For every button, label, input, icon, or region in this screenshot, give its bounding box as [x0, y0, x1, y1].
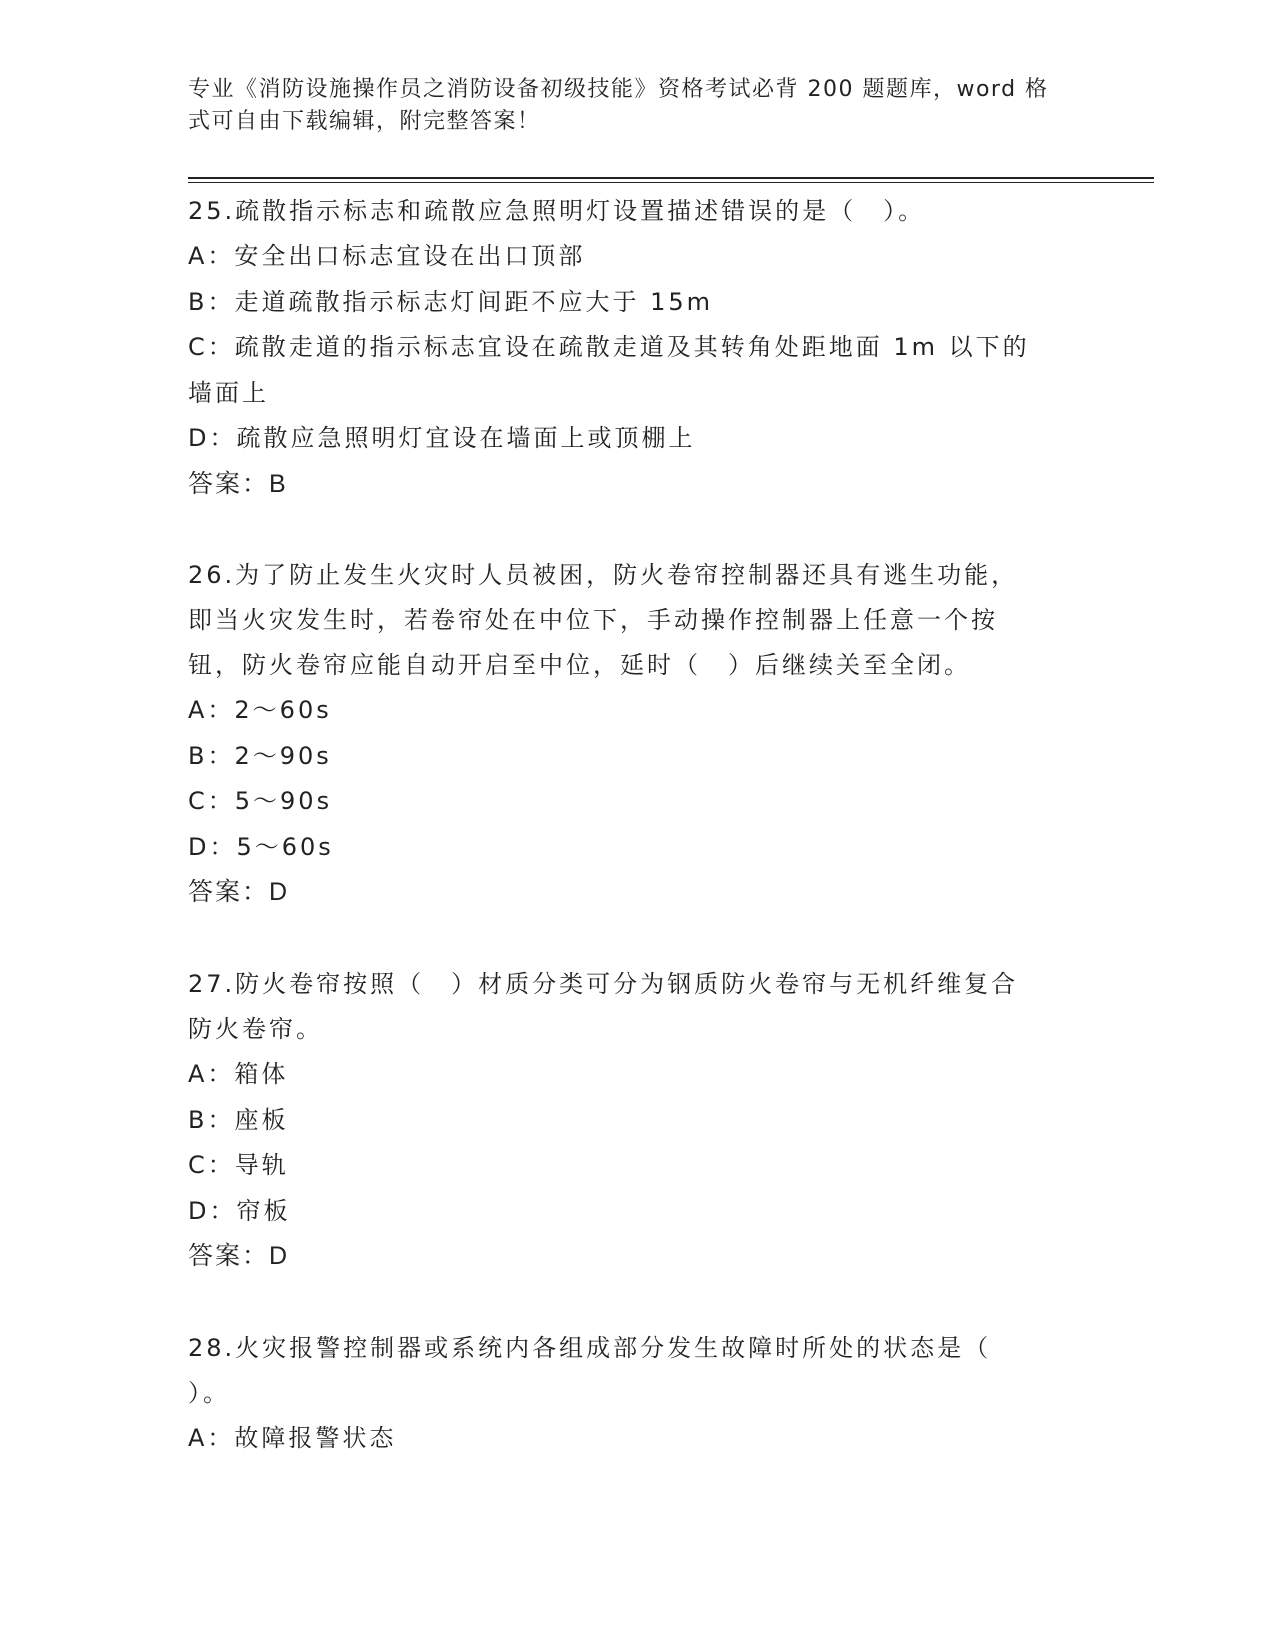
question-25 [188, 189, 1088, 507]
header-divider [188, 177, 1154, 179]
option-a: A：箱体 [188, 1060, 289, 1088]
option-a: A：故障报警状态 [188, 1424, 397, 1452]
question-27 [188, 962, 1088, 1279]
question-stem: 钮，防火卷帘应能自动开启至中位，延时（ ）后继续关至全闭。 [188, 651, 971, 679]
question-stem: 25.疏散指示标志和疏散应急照明灯设置描述错误的是（ ）。 [188, 197, 926, 225]
option-b: B：走道疏散指示标志灯间距不应大于 15m [188, 287, 714, 316]
option-c-continued: 墙面上 [188, 378, 269, 407]
option-c: C：导轨 [188, 1151, 289, 1179]
option-b: B：2～90s [188, 741, 332, 770]
header-line: 式可自由下载编辑，附完整答案！ [188, 109, 541, 134]
question-stem: 27.防火卷帘按照（ ）材质分类可分为钢质防火卷帘与无机纤维复合 [188, 970, 1019, 998]
option-a: A：2～60s [188, 696, 332, 724]
question-stem: 26.为了防止发生火灾时人员被困，防火卷帘控制器还具有逃生功能， [188, 561, 1019, 589]
option-d: D：疏散应急照明灯宜设在墙面上或顶棚上 [188, 424, 696, 452]
option-a: A：安全出口标志宜设在出口顶部 [188, 242, 586, 270]
question-28 [188, 1326, 1088, 1462]
option-d: D：帘板 [188, 1196, 291, 1225]
answer-line: 答案：D [188, 1242, 290, 1270]
document-header [188, 74, 1088, 138]
question-stem: ）。 [188, 1379, 230, 1407]
option-c: C：5～90s [188, 787, 333, 815]
header-line: 专业《消防设施操作员之消防设备初级技能》资格考试必背 200 题题库，word 格 [188, 77, 1049, 102]
option-d: D：5～60s [188, 832, 334, 861]
option-c: C：疏散走道的指示标志宜设在疏散走道及其转角处距地面 1m 以下的 [188, 333, 1030, 361]
answer-line: 答案：B [188, 469, 288, 498]
header-divider-thin [188, 182, 1154, 183]
answer-line: 答案：D [188, 878, 290, 906]
question-stem: 即当火灾发生时，若卷帘处在中位下，手动操作控制器上任意一个按 [188, 606, 998, 634]
question-stem: 28.火灾报警控制器或系统内各组成部分发生故障时所处的状态是（ [188, 1334, 992, 1362]
option-b: B：座板 [188, 1105, 289, 1134]
question-26 [188, 553, 1088, 915]
question-stem: 防火卷帘。 [188, 1015, 323, 1043]
